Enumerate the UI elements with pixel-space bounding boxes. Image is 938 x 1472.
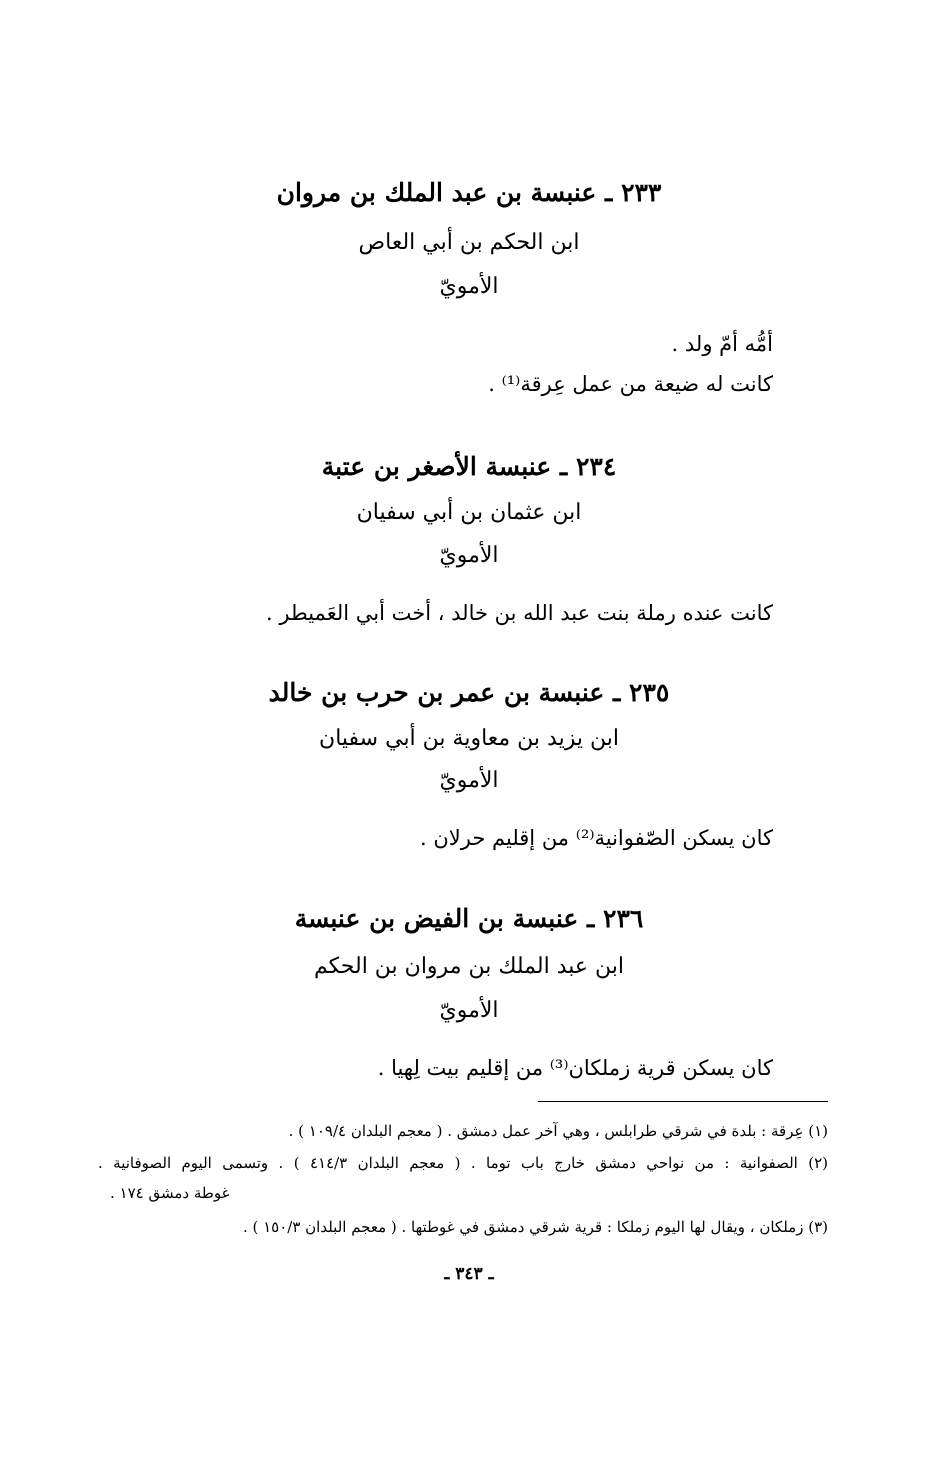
entry-233-nisba: الأمويّ: [439, 274, 499, 299]
entry-233-body-1: أمُّه أمّ ولد .: [671, 332, 773, 356]
page-number: ـ ٣٤٣ ـ: [444, 1264, 494, 1284]
entry-233-body-2: كانت له ضيعة من عمل عِرقة⁽¹⁾ .: [488, 372, 773, 396]
footnote-divider: [538, 1101, 828, 1102]
footnote-2: (٢) الصفوانية : من نواحي دمشق خارج باب توما . ( معجم البلدان ٤١٤/٣ ) . وتسمى اليوم الصوفانية .: [98, 1154, 828, 1172]
entry-234-heading: ٢٣٤ ـ عنبسة الأصغر بن عتبة: [321, 452, 617, 481]
entry-235-body-1: كان يسكن الصّفوانية⁽²⁾ من إقليم حرلان .: [420, 826, 773, 850]
entry-234-nisba: الأمويّ: [439, 543, 499, 568]
footnote-2-continuation: غوطة دمشق ١٧٤ .: [110, 1184, 230, 1202]
entry-234-lineage: ابن عثمان بن أبي سفيان: [356, 500, 582, 525]
entry-236-body-1: كان يسكن قرية زملكان⁽³⁾ من إقليم بيت لِهيا .: [377, 1056, 773, 1080]
entry-236-nisba: الأمويّ: [439, 998, 499, 1023]
entry-233-lineage: ابن الحكم بن أبي العاص: [358, 230, 580, 255]
entry-236-heading: ٢٣٦ ـ عنبسة بن الفيض بن عنبسة: [294, 904, 644, 933]
footnote-3: (٣) زملكان ، ويقال لها اليوم زملكا : قرية شرقي دمشق في غوطتها . ( معجم البلدان ١٥٠/٣ ) .: [242, 1218, 828, 1236]
footnote-1: (١) عِرقة : بلدة في شرقي طرابلس ، وهي آخر عمل دمشق . ( معجم البلدان ١٠٩/٤ ) .: [288, 1122, 828, 1140]
entry-233-heading: ٢٣٣ ـ عنبسة بن عبد الملك بن مروان: [276, 178, 662, 207]
entry-234-body-1: كانت عنده رملة بنت عبد الله بن خالد ، أخت أبي العَميطر .: [266, 601, 773, 625]
entry-235-heading: ٢٣٥ ـ عنبسة بن عمر بن حرب بن خالد: [268, 678, 670, 707]
entry-235-nisba: الأمويّ: [439, 768, 499, 793]
entry-236-lineage: ابن عبد الملك بن مروان بن الحكم: [314, 954, 624, 979]
entry-235-lineage: ابن يزيد بن معاوية بن أبي سفيان: [319, 726, 619, 751]
